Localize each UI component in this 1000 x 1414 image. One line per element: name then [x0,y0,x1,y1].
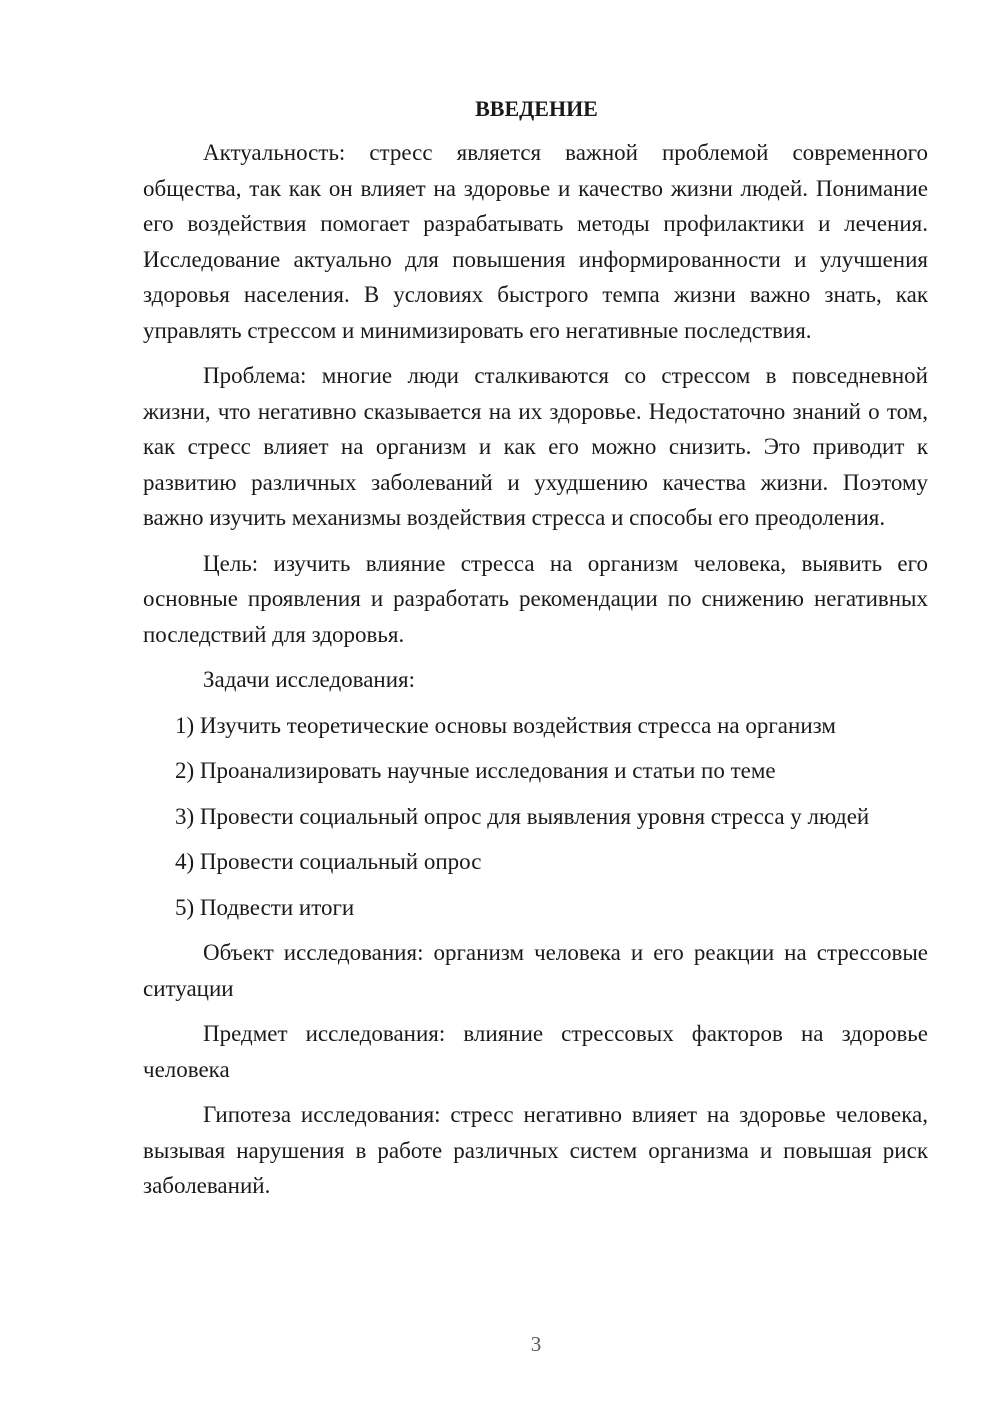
relevance-paragraph: Актуальность: стресс является важной проблемой современного общества, так как он влияет на здоровье и качество жизни людей. Понимание его воздействия помогает разрабатывать методы профилактики и лечения. Исследование актуально для повышения информированности и улучшения здоровья населения. В условиях быстрого темпа жизни важно знать, как управлять стрессом и минимизировать его негативные последствия. [143,140,928,343]
tasks-heading: Задачи исследования: [203,667,416,692]
problem-paragraph: Проблема: многие люди сталкиваются со стрессом в повседневной жизни, что негативно сказывается на их здоровье. Недостаточно знаний о том, как стресс влияет на организм и как его можно снизить. Это приводит к развитию различных заболеваний и ухудшению качества жизни. Поэтому важно изучить механизмы воздействия стресса и способы его преодоления. [143,363,928,530]
document-body [143,94,928,1214]
task-item: 3) Провести социальный опрос для выявления уровня стресса у людей [175,803,870,829]
object-paragraph: Объект исследования: организм человека и его реакции на стрессовые ситуации [143,940,928,1001]
section-title: ВВЕДЕНИЕ [475,96,598,121]
task-item: 4) Провести социальный опрос [175,849,482,874]
task-item: 1) Изучить теоретические основы воздействия стресса на организм [175,712,836,738]
task-item: 2) Проанализировать научные исследования и статьи по теме [175,758,776,783]
task-item: 5) Подвести итоги [175,894,355,920]
goal-paragraph: Цель: изучить влияние стресса на организм человека, выявить его основные проявления и разработать рекомендации по снижению негативных последствий для здоровья. [143,550,928,647]
tasks-list [143,708,928,926]
subject-paragraph: Предмет исследования: влияние стрессовых факторов на здоровье человека [143,1021,928,1082]
hypothesis-paragraph: Гипотеза исследования: стресс негативно влияет на здоровье человека, вызывая нарушения в работе различных систем организма и повышая риск заболеваний. [143,1102,928,1198]
page-number: 3 [530,1332,542,1356]
